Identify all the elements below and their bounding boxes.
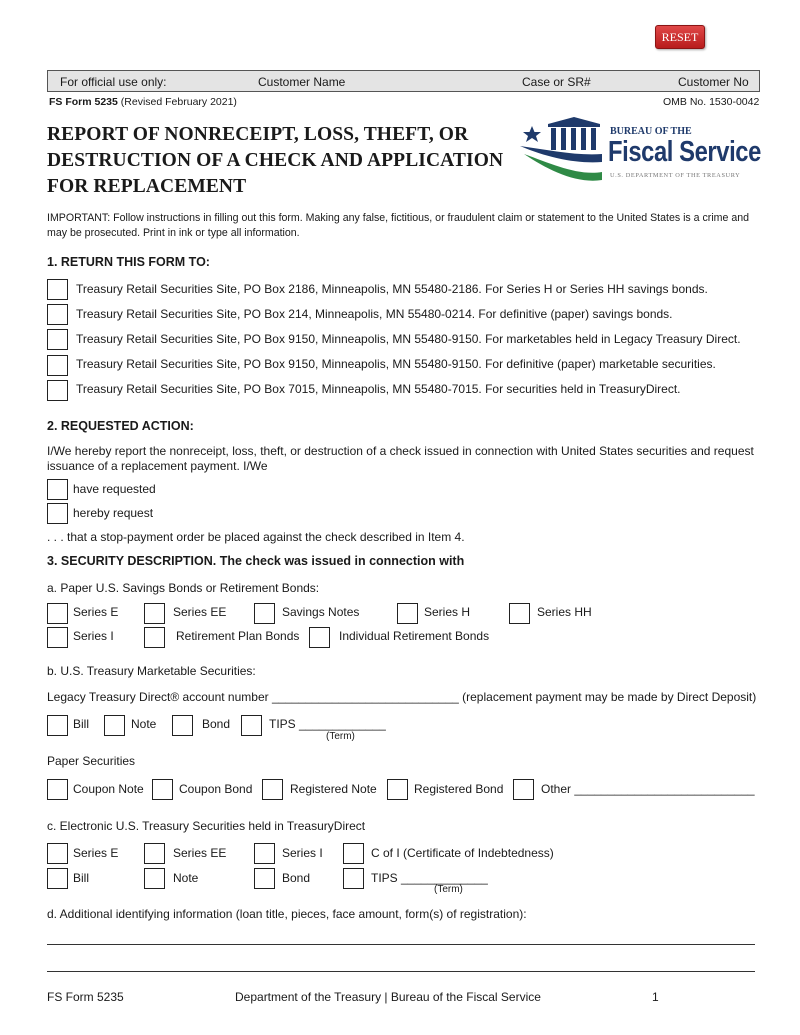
c-note-label: Note (173, 871, 199, 885)
checkbox-paper-other[interactable] (513, 779, 534, 800)
checkbox-a-series-i[interactable] (47, 627, 68, 648)
checkbox-c-note[interactable] (144, 868, 165, 889)
logo-bureau-text: BUREAU OF THE (610, 126, 692, 137)
checkbox-return-ppo-7015[interactable] (47, 380, 68, 401)
reset-button[interactable]: RESET (655, 25, 705, 49)
c-series-i-label: Series I (282, 846, 323, 860)
return-option-label: Treasury Retail Securities Site, PO Box 214, Minneapolis, MN 55480-0214. For definitive (paper) savings bonds. (76, 307, 673, 321)
checkbox-c-tips[interactable] (343, 868, 364, 889)
retirement-plan-bonds-label: Retirement Plan Bonds (176, 629, 300, 643)
term-label: (Term) (326, 731, 355, 742)
checkbox-a-series-ee[interactable] (144, 603, 165, 624)
important-note: IMPORTANT: Follow instructions in filling out this form. Making any false, fictitious, or fraudulent claim or statement to the United States is a crime and may be prosecuted. Print in ink or type all information. (47, 212, 750, 239)
registered-note-label: Registered Note (290, 782, 377, 796)
checkbox-return-ppo-9150-definitive[interactable] (47, 355, 68, 376)
section-3c-label: c. Electronic U.S. Treasury Securities held in TreasuryDirect (47, 819, 366, 833)
section-2-text: I/We hereby report the nonreceipt, loss, theft, or destruction of a check issued in connection with United States securities and request issuance of a replacement payment. I/We (47, 444, 754, 473)
c-of-i-label: C of I (Certificate of Indebtedness) (371, 846, 554, 860)
hereby-request-label: hereby request (73, 506, 154, 520)
checkbox-return-ppo-9150-legacy[interactable] (47, 329, 68, 350)
paper-securities-label: Paper Securities (47, 754, 136, 768)
section-2-heading: 2. REQUESTED ACTION: (47, 419, 194, 433)
legacy-account-line: Legacy Treasury Direct® account number ____________________________ (replacement payment may be made by Direct Deposit) (47, 690, 757, 704)
c-series-e-label: Series E (73, 846, 119, 860)
checkbox-c-c-of-i[interactable] (343, 843, 364, 864)
return-option-label: Treasury Retail Securities Site, PO Box 9150, Minneapolis, MN 55480-9150. For definitive (paper) marketable securities. (76, 357, 716, 371)
logo-dept-text: U.S. DEPARTMENT OF THE TREASURY (610, 172, 741, 179)
checkbox-return-ppo-2186[interactable] (47, 279, 68, 300)
checkbox-c-series-ee[interactable] (144, 843, 165, 864)
series-hh-label: Series HH (537, 605, 592, 619)
checkbox-a-retirement-plan-bonds[interactable] (144, 627, 165, 648)
checkbox-b-bond[interactable] (172, 715, 193, 736)
note-label: Note (131, 717, 157, 731)
checkbox-have-requested[interactable] (47, 479, 68, 500)
series-e-label: Series E (73, 605, 119, 619)
section-3d-label: d. Additional identifying information (loan title, pieces, face amount, form(s) of registration): (47, 907, 527, 921)
checkbox-c-series-e[interactable] (47, 843, 68, 864)
c-series-ee-label: Series EE (173, 846, 227, 860)
logo-name-text: Fiscal Service (608, 136, 761, 168)
checkbox-a-savings-notes[interactable] (254, 603, 275, 624)
return-option-label: Treasury Retail Securities Site, PO Box 9150, Minneapolis, MN 55480-9150. For marketables held in Legacy Treasury Direct. (76, 332, 741, 346)
checkbox-paper-coupon-bond[interactable] (152, 779, 173, 800)
series-h-label: Series H (424, 605, 471, 619)
page-title: REPORT OF NONRECEIPT, LOSS, THEFT, OR DESTRUCTION OF A CHECK AND APPLICATION FOR REPLACEMENT (47, 124, 504, 197)
form-id: FS Form 5235 (49, 96, 118, 108)
series-i-label: Series I (73, 629, 114, 643)
additional-info-line-2[interactable] (47, 971, 755, 972)
section-1-heading: 1. RETURN THIS FORM TO: (47, 255, 210, 269)
form-revision (49, 96, 237, 108)
checkbox-a-series-e[interactable] (47, 603, 68, 624)
bond-label: Bond (202, 717, 231, 731)
individual-retirement-bonds-label: Individual Retirement Bonds (339, 629, 490, 643)
checkbox-a-individual-retirement-bonds[interactable] (309, 627, 330, 648)
customer-name-label: Customer Name (258, 75, 346, 89)
footer-form-id: FS Form 5235 (47, 990, 124, 1004)
section-3b-label: b. U.S. Treasury Marketable Securities: (47, 664, 256, 678)
footer-department: Department of the Treasury | Bureau of the Fiscal Service (235, 990, 541, 1004)
c-bond-label: Bond (282, 871, 311, 885)
checkbox-return-ppo-214[interactable] (47, 304, 68, 325)
checkbox-paper-registered-note[interactable] (262, 779, 283, 800)
c-bill-label: Bill (73, 871, 90, 885)
fiscal-service-logo (518, 114, 761, 186)
registered-bond-label: Registered Bond (414, 782, 504, 796)
coupon-bond-label: Coupon Bond (179, 782, 253, 796)
official-use-label: For official use only: (60, 75, 167, 89)
section-3a-label: a. Paper U.S. Savings Bonds or Retirement Bonds: (47, 581, 320, 595)
checkbox-b-tips[interactable] (241, 715, 262, 736)
checkbox-paper-registered-bond[interactable] (387, 779, 408, 800)
checkbox-a-series-hh[interactable] (509, 603, 530, 624)
bill-label: Bill (73, 717, 90, 731)
return-option-label: Treasury Retail Securities Site, PO Box 7015, Minneapolis, MN 55480-7015. For securities held in TreasuryDirect. (76, 382, 681, 396)
coupon-note-label: Coupon Note (73, 782, 144, 796)
other-label: Other ___________________________ (541, 782, 755, 796)
checkbox-b-bill[interactable] (47, 715, 68, 736)
additional-info-line-1[interactable] (47, 944, 755, 945)
checkbox-paper-coupon-note[interactable] (47, 779, 68, 800)
checkbox-a-series-h[interactable] (397, 603, 418, 624)
section-3-heading: 3. SECURITY DESCRIPTION. The check was issued in connection with (47, 554, 465, 568)
case-sr-label: Case or SR# (522, 75, 591, 89)
footer-page-number: 1 (652, 990, 659, 1004)
checkbox-c-bill[interactable] (47, 868, 68, 889)
checkbox-hereby-request[interactable] (47, 503, 68, 524)
c-tips-label: TIPS _____________ (371, 871, 488, 885)
official-use-bar (47, 70, 760, 92)
checkbox-b-note[interactable] (104, 715, 125, 736)
tips-label: TIPS _____________ (269, 717, 386, 731)
savings-notes-label: Savings Notes (282, 605, 360, 619)
series-ee-label: Series EE (173, 605, 227, 619)
customer-no-label: Customer No (678, 75, 749, 89)
revised-date: (Revised February 2021) (120, 96, 237, 108)
return-option-label: Treasury Retail Securities Site, PO Box 2186, Minneapolis, MN 55480-2186. For Series H or Series HH savings bonds. (76, 282, 708, 296)
c-term-label: (Term) (434, 884, 463, 895)
have-requested-label: have requested (73, 482, 156, 496)
checkbox-c-series-i[interactable] (254, 843, 275, 864)
checkbox-c-bond[interactable] (254, 868, 275, 889)
omb-number: OMB No. 1530-0042 (663, 96, 760, 108)
stop-payment-text: . . . that a stop-payment order be placed against the check described in Item 4. (47, 530, 465, 544)
